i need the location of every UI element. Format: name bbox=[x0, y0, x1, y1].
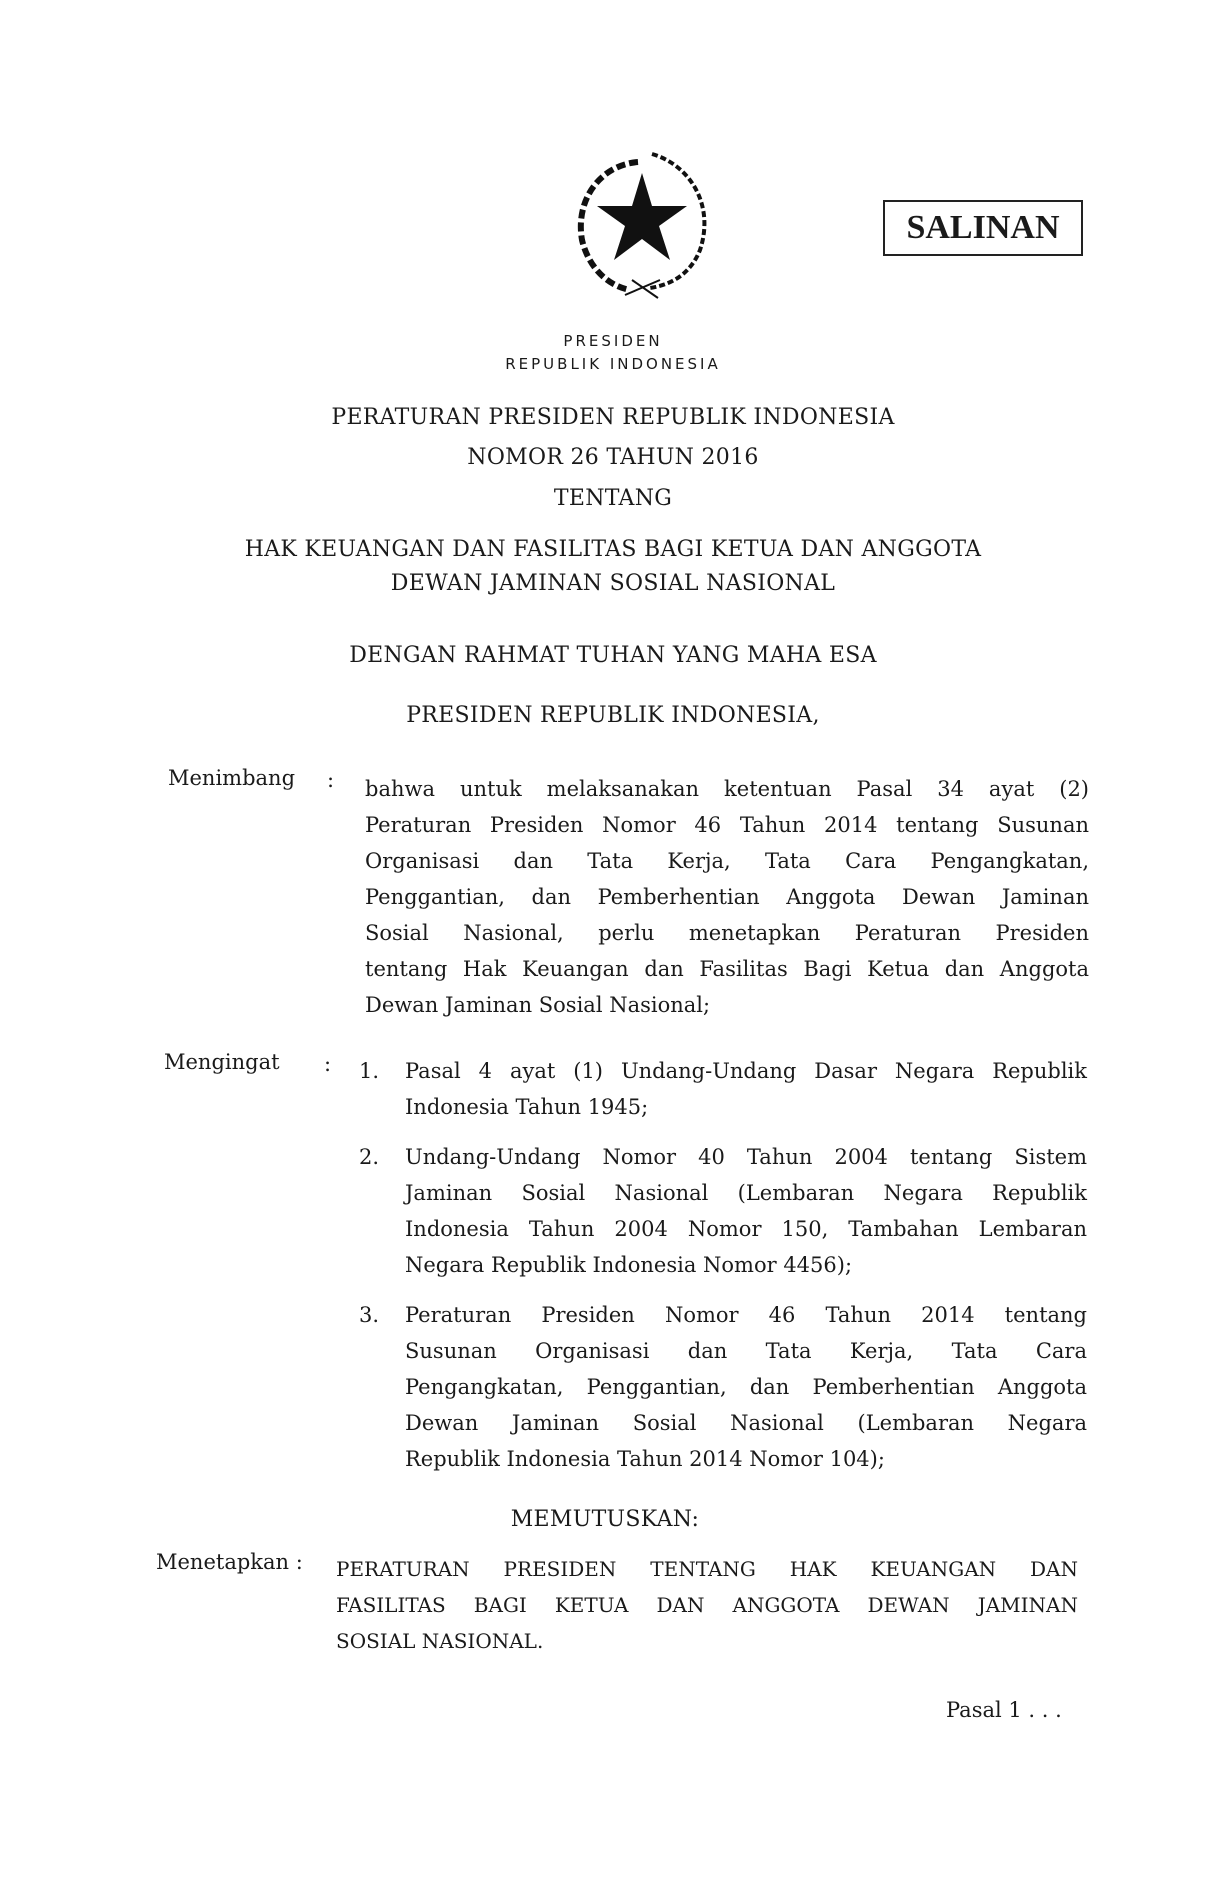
mengingat-item-line: Republik Indonesia Tahun 2014 Nomor 104); bbox=[405, 1447, 885, 1471]
mengingat-item-line: Peraturan Presiden Nomor 46 Tahun 2014 tentang bbox=[405, 1303, 1087, 1327]
regulation-title: PERATURAN PRESIDEN REPUBLIK INDONESIA bbox=[331, 405, 895, 430]
menimbang-line: Sosial Nasional, perlu menetapkan Peraturan Presiden bbox=[365, 921, 1089, 945]
page-continuation: Pasal 1 . . . bbox=[946, 1698, 1062, 1722]
mengingat-list bbox=[359, 1056, 1087, 1494]
mengingat-label: Mengingat bbox=[164, 1050, 280, 1074]
menimbang-line: Dewan Jaminan Sosial Nasional; bbox=[365, 993, 711, 1017]
mengingat-item-line: Indonesia Tahun 2004 Nomor 150, Tambahan Lembaran bbox=[405, 1217, 1087, 1241]
item-number: 3. bbox=[359, 1303, 380, 1327]
mengingat-item-line: Jaminan Sosial Nasional (Lembaran Negara Republik bbox=[405, 1181, 1087, 1205]
menimbang-line: Organisasi dan Tata Kerja, Tata Cara Pengangkatan, bbox=[365, 849, 1089, 873]
mengingat-item-line: Indonesia Tahun 1945; bbox=[405, 1095, 649, 1119]
menetapkan-body bbox=[336, 1554, 1078, 1662]
mengingat-item-line: Dewan Jaminan Sosial Nasional (Lembaran Negara bbox=[405, 1411, 1087, 1435]
mengingat-item-line: Undang-Undang Nomor 40 Tahun 2004 tentang Sistem bbox=[405, 1145, 1087, 1169]
menimbang-line: Penggantian, dan Pemberhentian Anggota Dewan Jaminan bbox=[365, 885, 1089, 909]
menetapkan-line: PERATURAN PRESIDEN TENTANG HAK KEUANGAN DAN bbox=[336, 1557, 1078, 1581]
menimbang-line: Peraturan Presiden Nomor 46 Tahun 2014 tentang Susunan bbox=[365, 813, 1089, 837]
mengingat-item bbox=[359, 1056, 1087, 1128]
header-presiden: PRESIDEN bbox=[563, 332, 663, 350]
menimbang-body bbox=[365, 774, 1089, 1026]
memutuskan-heading: MEMUTUSKAN: bbox=[510, 1507, 700, 1532]
menimbang-label: Menimbang bbox=[168, 766, 296, 790]
header-republik-indonesia: REPUBLIK INDONESIA bbox=[505, 355, 721, 373]
menimbang-line: tentang Hak Keuangan dan Fasilitas Bagi Ketua dan Anggota bbox=[365, 957, 1089, 981]
mengingat-colon: : bbox=[324, 1052, 332, 1076]
mengingat-item-line: Pengangkatan, Penggantian, dan Pemberhentian Anggota bbox=[405, 1375, 1087, 1399]
regulation-tentang: TENTANG bbox=[553, 486, 673, 511]
mengingat-item-line: Negara Republik Indonesia Nomor 4456); bbox=[405, 1253, 853, 1277]
menimbang-line: bahwa untuk melaksanakan ketentuan Pasal 34 ayat (2) bbox=[365, 777, 1089, 801]
mengingat-item-line: Pasal 4 ayat (1) Undang-Undang Dasar Negara Republik bbox=[405, 1059, 1087, 1083]
star-icon bbox=[597, 173, 687, 260]
mengingat-item-line: Susunan Organisasi dan Tata Kerja, Tata Cara bbox=[405, 1339, 1087, 1363]
item-number: 2. bbox=[359, 1145, 380, 1169]
regulation-subject-line2: DEWAN JAMINAN SOSIAL NASIONAL bbox=[390, 571, 836, 596]
item-number: 1. bbox=[359, 1059, 380, 1083]
preamble-rahmat: DENGAN RAHMAT TUHAN YANG MAHA ESA bbox=[349, 643, 877, 668]
menimbang-colon: : bbox=[327, 768, 335, 792]
regulation-subject-line1: HAK KEUANGAN DAN FASILITAS BAGI KETUA DAN ANGGOTA bbox=[244, 537, 982, 562]
regulation-number: NOMOR 26 TAHUN 2016 bbox=[467, 445, 759, 470]
menetapkan-line: SOSIAL NASIONAL. bbox=[336, 1629, 544, 1653]
salinan-stamp: SALINAN bbox=[883, 200, 1083, 256]
presidential-emblem bbox=[560, 140, 725, 300]
mengingat-item bbox=[359, 1300, 1087, 1480]
menetapkan-line: FASILITAS BAGI KETUA DAN ANGGOTA DEWAN JAMINAN bbox=[336, 1593, 1078, 1617]
preamble-presiden: PRESIDEN REPUBLIK INDONESIA, bbox=[406, 703, 820, 728]
mengingat-item bbox=[359, 1142, 1087, 1286]
menetapkan-label: Menetapkan : bbox=[156, 1550, 303, 1574]
